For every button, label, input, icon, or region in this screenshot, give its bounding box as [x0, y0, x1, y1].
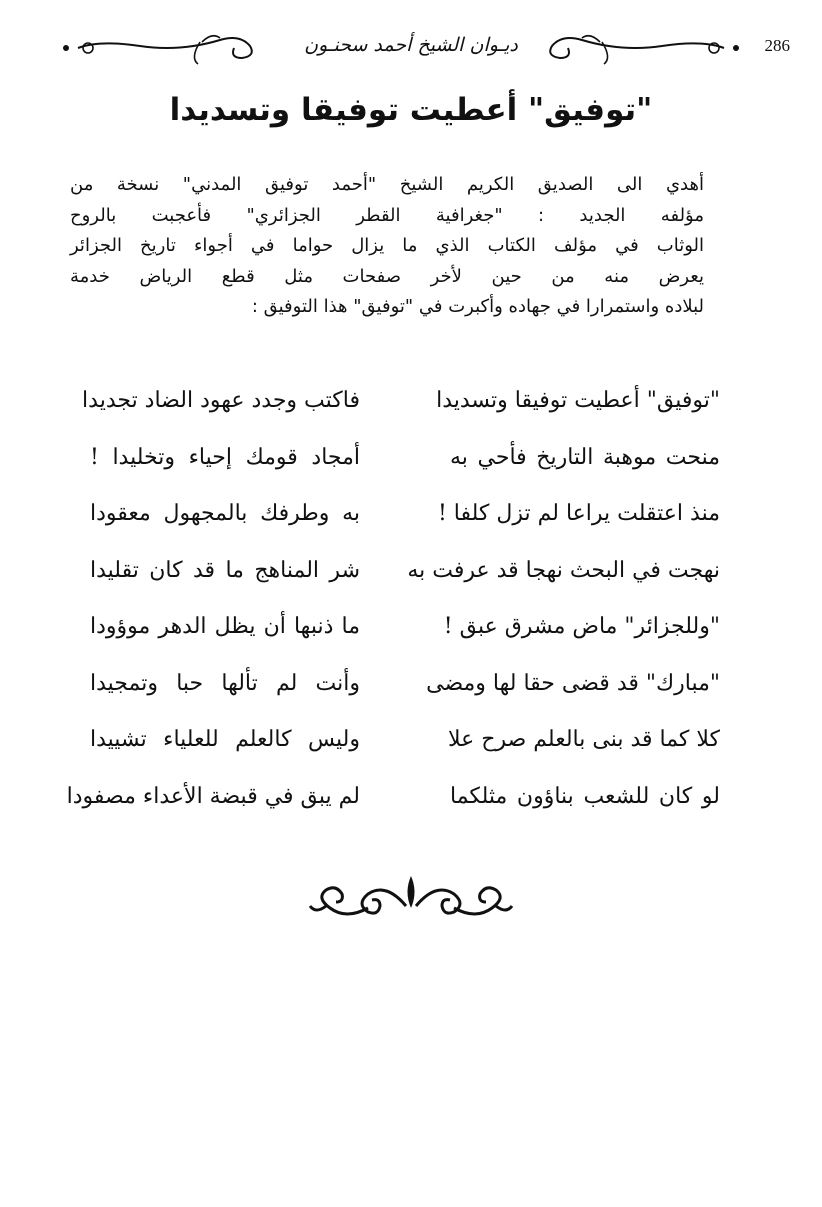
verse-first-half: نهجت في البحث نهجا قد عرفت به: [407, 557, 720, 583]
verse-first-half: "وللجزائر" ماض مشرق عبق !: [443, 614, 720, 639]
page-header: [40, 22, 790, 72]
verse-first-half: لو كان للشعب بناؤون مثلكما: [450, 783, 720, 809]
poem-title: "توفيق" أعطيت توفيقا وتسديدا: [169, 92, 653, 128]
verse-second-half: به وطرفك بالمجهول معقودا: [90, 501, 360, 526]
verse-second-half: شر المناهج ما قد كان تقليدا: [90, 557, 360, 583]
verse-first-half: منحت موهبة التاريخ فأحي به: [450, 444, 720, 470]
verse: [90, 606, 720, 663]
verse-first-half: "توفيق" أعطيت توفيقا وتسديدا: [436, 388, 720, 413]
dedication-line: أهدي الى الصديق الكريم الشيخ "أحمد توفيق المدني" نسخة من: [70, 174, 704, 195]
ornament-icon: [306, 868, 516, 928]
verse: [82, 380, 720, 437]
dedication-paragraph: [70, 170, 704, 323]
dedication-line: يعرض منه من حين لأخر صفحات مثل قطع الرياض خدمة: [70, 265, 704, 287]
dedication-line: مؤلفه الجديد : "جغرافية القطر الجزائري" فأعجبت بالروح: [70, 204, 704, 226]
running-title: ديـوان الشيخ أحمد سحنـون: [304, 34, 518, 56]
dedication-line: الوثاب في مؤلف الكتاب الذي ما يزال حواما في أجواء تاريخ الجزائر: [70, 235, 704, 256]
verse-second-half: وليس كالعلم للعلياء تشييدا: [90, 727, 360, 752]
verse-first-half: منذ اعتقلت يراعا لم تزل كلفا !: [437, 501, 720, 526]
verse: [90, 437, 720, 494]
page-number: 286: [764, 36, 790, 55]
verse-first-half: "مبارك" قد قضى حقا لها ومضى: [426, 670, 720, 696]
verse-second-half: وأنت لم تألها حبا وتمجيدا: [90, 670, 360, 696]
verse-second-half: أمجاد قومك إحياء وتخليدا !: [90, 444, 360, 470]
flourish-icon: [50, 28, 260, 68]
poem-body: [66, 380, 720, 832]
verse: [90, 493, 720, 550]
verse: [90, 550, 720, 607]
verse-second-half: لم يبق في قبضة الأعداء مصفودا: [66, 783, 360, 809]
verse-first-half: كلا كما قد بنى بالعلم صرح علا: [448, 727, 720, 752]
verse: [90, 719, 720, 776]
dedication-line: لبلاده واستمرارا في جهاده وأكبرت في "توفيق" هذا التوفيق :: [251, 296, 704, 317]
verse: [90, 663, 720, 720]
verse-second-half: ما ذنبها أن يظل الدهر موؤودا: [90, 614, 360, 639]
verse-second-half: فاكتب وجدد عهود الضاد تجديدا: [82, 388, 360, 413]
verse: [66, 776, 720, 833]
